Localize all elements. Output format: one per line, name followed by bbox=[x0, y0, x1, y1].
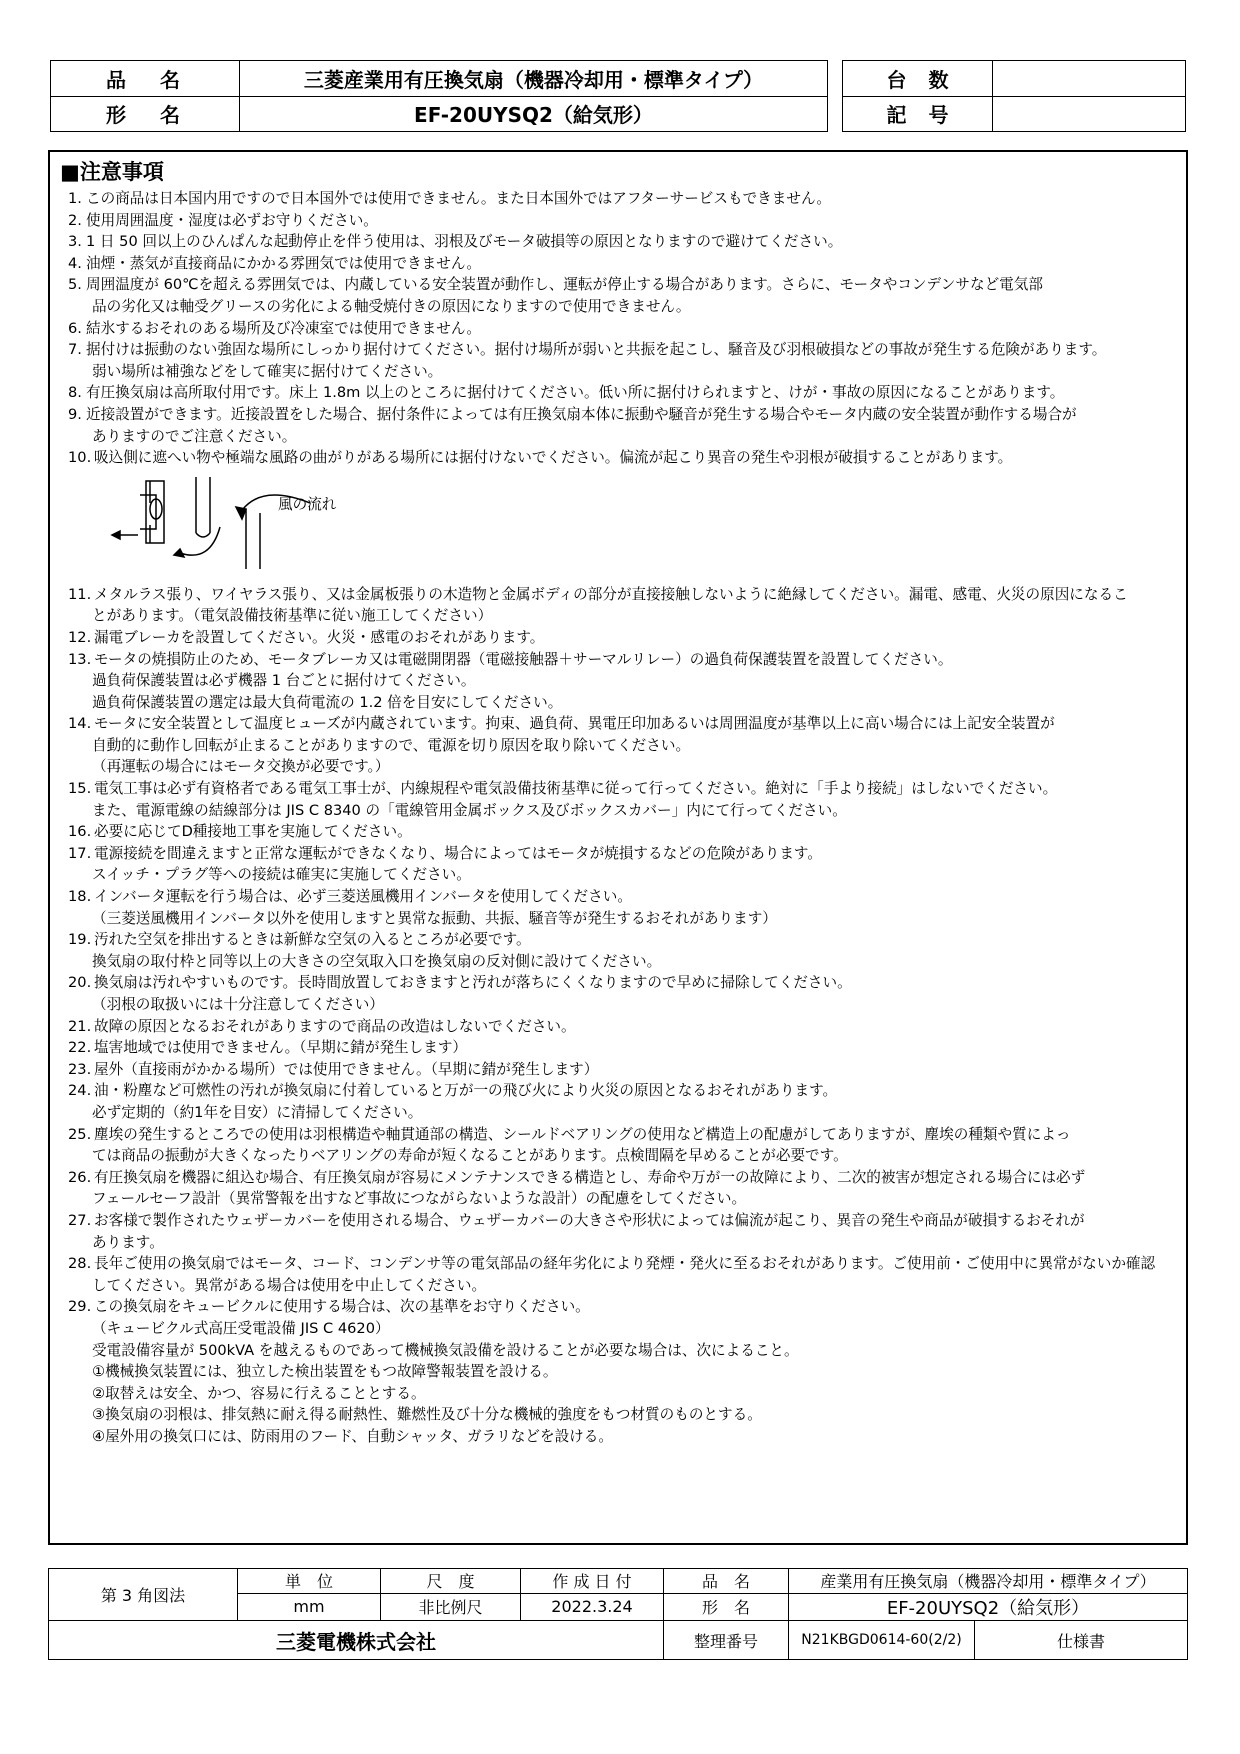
note-text: 漏電ブレーカを設置してください。火災・感電のおそれがあります。 bbox=[94, 628, 545, 646]
note-text: 必要に応じてD種接地工事を実施してください。 bbox=[94, 823, 412, 841]
note-item bbox=[68, 1016, 1176, 1038]
note-text: インバータ運転を行う場合は、必ず三菱送風機用インバータを使用してください。 bbox=[94, 888, 632, 906]
note-text: 長年ご使用の換気扇ではモータ、コード、コンデンサ等の電気部品の経年劣化により発煙・発火に至るおそれがあります。ご使用前・ご使用中に異常がないか確認 bbox=[94, 1255, 1156, 1273]
footer-model-value: EF-20UYSQ2（給気形） bbox=[789, 1593, 1188, 1621]
note-text: 結氷するおそれのある場所及び冷凍室では使用できません。 bbox=[86, 319, 481, 337]
note-number: 23. bbox=[68, 1060, 92, 1078]
note-item bbox=[68, 188, 1176, 210]
note-item-continued bbox=[68, 1102, 1176, 1124]
note-number: 20. bbox=[68, 974, 92, 992]
footer-product-value: 産業用有圧換気扇（機器冷却用・標準タイプ） bbox=[789, 1569, 1188, 1594]
note-text: （再運転の場合にはモータ交換が必要です。） bbox=[92, 758, 390, 776]
note-text: ①機械換気装置には、独立した検出装置をもつ故障警報装置を設ける。 bbox=[92, 1363, 558, 1381]
precautions-panel bbox=[48, 150, 1188, 1545]
note-text: （キュービクル式高圧受電設備 JIS C 4620） bbox=[92, 1319, 390, 1337]
quantity-value bbox=[993, 61, 1186, 97]
note-number: 10. bbox=[68, 449, 92, 467]
note-text: この換気扇をキュービクルに使用する場合は、次の基準をお守りください。 bbox=[94, 1298, 590, 1316]
note-item bbox=[68, 886, 1176, 908]
product-name-label: 品名 bbox=[51, 61, 240, 97]
note-number: 9. bbox=[68, 405, 82, 423]
note-text: モータに安全装置として温度ヒューズが内蔵されています。拘束、過負荷、異電圧印加あるいは周囲温度が基準以上に高い場合には上記安全装置が bbox=[94, 715, 1055, 733]
note-item bbox=[68, 929, 1176, 951]
note-item bbox=[68, 713, 1176, 735]
note-item-continued bbox=[68, 800, 1176, 822]
note-item bbox=[68, 404, 1176, 426]
note-item bbox=[68, 318, 1176, 340]
note-text: ④屋外用の換気口には、防雨用のフード、自動シャッタ、ガラリなどを設ける。 bbox=[92, 1427, 613, 1445]
note-number: 28. bbox=[68, 1255, 92, 1273]
note-text: 有圧換気扇を機器に組込む場合、有圧換気扇が容易にメンテナンスできる構造とし、寿命や万が一の故障により、二次的被害が想定される場合には必ず bbox=[94, 1168, 1086, 1186]
note-number: 5. bbox=[68, 276, 82, 294]
unit-label: 単 位 bbox=[238, 1569, 381, 1594]
note-text: メタルラス張り、ワイヤラス張り、又は金属板張りの木造物と金属ボディの部分が直接接触しないように絶縁してください。漏電、感電、火災の原因になるこ bbox=[94, 585, 1128, 603]
note-text: 受電設備容量が 500kVA を越えるものであって機械換気設備を設けることが必要な場合は、次によること。 bbox=[92, 1341, 799, 1359]
note-item bbox=[68, 778, 1176, 800]
note-number: 11. bbox=[68, 585, 92, 603]
note-number: 13. bbox=[68, 650, 92, 668]
note-number: 22. bbox=[68, 1039, 92, 1057]
note-item-continued bbox=[68, 994, 1176, 1016]
note-number: 17. bbox=[68, 844, 92, 862]
note-item bbox=[68, 1253, 1176, 1275]
airflow-label: 風の流れ bbox=[278, 495, 337, 513]
note-text: 周囲温度が 60℃を超える雰囲気では、内蔵している安全装置が動作し、運転が停止する場合があります。さらに、モータやコンデンサなど電気部 bbox=[86, 276, 1043, 294]
note-number: 25. bbox=[68, 1125, 92, 1143]
airflow-diagram-svg bbox=[110, 473, 350, 573]
symbol-label: 記号 bbox=[843, 96, 993, 132]
note-item bbox=[68, 1080, 1176, 1102]
note-text: 塵埃の発生するところでの使用は羽根構造や軸貫通部の構造、シールドベアリングの使用など構造上の配慮がしてありますが、塵埃の種類や質によっ bbox=[94, 1125, 1071, 1143]
note-item-continued bbox=[68, 951, 1176, 973]
note-item-continued bbox=[68, 1426, 1176, 1448]
note-number: 29. bbox=[68, 1298, 92, 1316]
note-number: 24. bbox=[68, 1082, 92, 1100]
note-item bbox=[68, 1124, 1176, 1146]
note-item-continued bbox=[68, 908, 1176, 930]
ref-number-label: 整理番号 bbox=[664, 1621, 789, 1660]
note-text: 1 日 50 回以上のひんぱんな起動停止を伴う使用は、羽根及びモータ破損等の原因となりますので避けてください。 bbox=[86, 233, 843, 251]
note-item bbox=[68, 1210, 1176, 1232]
note-item bbox=[68, 231, 1176, 253]
note-number: 7. bbox=[68, 341, 82, 359]
note-text: とがあります。（電気設備技術基準に従い施工してください） bbox=[92, 607, 493, 625]
note-item-continued bbox=[68, 605, 1176, 627]
note-text: 近接設置ができます。近接設置をした場合、据付条件によっては有圧換気扇本体に振動や騒音が発生する場合やモータ内蔵の安全装置が動作する場合が bbox=[86, 405, 1077, 423]
note-item-continued bbox=[68, 1318, 1176, 1340]
note-item-continued bbox=[68, 361, 1176, 383]
note-text: また、電源電線の結線部分は JIS C 8340 の「電線管用金属ボックス及びボックスカバー」内にて行ってください。 bbox=[92, 801, 847, 819]
note-text: 換気扇は汚れやすいものです。長時間放置しておきますと汚れが落ちにくくなりますので早めに掃除してください。 bbox=[94, 974, 852, 992]
quantity-label: 台数 bbox=[843, 61, 993, 97]
note-text: 自動的に動作し回転が止まることがありますので、電源を切り原因を取り除いてください。 bbox=[92, 736, 691, 754]
note-number: 6. bbox=[68, 319, 82, 337]
note-text: ②取替えは安全、かつ、容易に行えることとする。 bbox=[92, 1384, 426, 1402]
note-number: 1. bbox=[68, 190, 82, 207]
note-item-continued bbox=[68, 692, 1176, 714]
airflow-diagram bbox=[68, 469, 1176, 584]
product-name-value: 三菱産業用有圧換気扇（機器冷却用・標準タイプ） bbox=[240, 61, 828, 97]
note-item-continued bbox=[68, 426, 1176, 448]
footer-block bbox=[48, 1568, 1188, 1660]
note-number: 3. bbox=[68, 233, 82, 251]
note-item-continued bbox=[68, 296, 1176, 318]
company-name: 三菱電機株式会社 bbox=[49, 1621, 664, 1660]
unit-value: mm bbox=[238, 1593, 381, 1621]
note-text: お客様で製作されたウェザーカバーを使用される場合、ウェザーカバーの大きさや形状によっては偏流が起こり、異音の発生や商品が破損するおそれが bbox=[94, 1211, 1085, 1229]
note-item-continued bbox=[68, 1188, 1176, 1210]
note-number: 26. bbox=[68, 1168, 92, 1186]
note-item bbox=[68, 972, 1176, 994]
note-text: 油煙・蒸気が直接商品にかかる雰囲気では使用できません。 bbox=[86, 254, 481, 272]
note-text: 塩害地域では使用できません。（早期に錆が発生します） bbox=[94, 1039, 468, 1057]
note-number: 2. bbox=[68, 211, 82, 229]
note-item-continued bbox=[68, 1232, 1176, 1254]
note-number: 27. bbox=[68, 1211, 92, 1229]
note-number: 14. bbox=[68, 715, 92, 733]
note-item-continued bbox=[68, 1340, 1176, 1362]
note-text: 品の劣化又は軸受グリースの劣化による軸受焼付きの原因になりますので使用できません。 bbox=[92, 297, 691, 315]
precautions-title: ■注意事項 bbox=[60, 160, 164, 184]
note-text: ては商品の振動が大きくなったりベアリングの寿命が短くなることがあります。点検間隔を早めることが必要です。 bbox=[92, 1147, 848, 1165]
note-item bbox=[68, 821, 1176, 843]
note-text: ③換気扇の羽根は、排気熱に耐え得る耐熱性、難燃性及び十分な機械的強度をもつ材質のものとする。 bbox=[92, 1406, 762, 1424]
note-item bbox=[68, 627, 1176, 649]
note-text: 弱い場所は補強などをして確実に据付けてください。 bbox=[92, 362, 443, 380]
note-text: 電気工事は必ず有資格者である電気工事士が、内線規程や電気設備技術基準に従って行ってください。絶対に「手より接続」はしないでください。 bbox=[94, 780, 1058, 798]
note-text: 屋外（直接雨がかかる場所）では使用できません。（早期に錆が発生します） bbox=[94, 1060, 599, 1078]
note-item-continued bbox=[68, 1145, 1176, 1167]
scale-label: 尺 度 bbox=[381, 1569, 521, 1594]
model-value: EF-20UYSQ2（給気形） bbox=[240, 96, 828, 132]
note-text: モータの焼損防止のため、モータブレーカ又は電磁開閉器（電磁接触器＋サーマルリレー）の過負荷保護装置を設置してください。 bbox=[94, 650, 953, 668]
note-item bbox=[68, 1037, 1176, 1059]
note-text: 故障の原因となるおそれがありますので商品の改造はしないでください。 bbox=[94, 1017, 576, 1035]
note-number: 18. bbox=[68, 888, 92, 906]
note-text: フェールセーフ設計（異常警報を出すなど事故につながらないような設計）の配慮をしてください。 bbox=[92, 1190, 747, 1208]
note-item bbox=[68, 339, 1176, 361]
precautions-list bbox=[68, 188, 1176, 1447]
note-text: ありますのでご注意ください。 bbox=[92, 427, 297, 445]
note-text: 換気扇の取付枠と同等以上の大きさの空気取入口を換気扇の反対側に設けてください。 bbox=[92, 952, 662, 970]
note-number: 21. bbox=[68, 1017, 92, 1035]
note-item bbox=[68, 1059, 1176, 1081]
model-label-footer: 形 名 bbox=[664, 1593, 789, 1621]
note-item bbox=[68, 1167, 1176, 1189]
note-text: この商品は日本国内用ですので日本国外では使用できません。また日本国外ではアフターサービスもできません。 bbox=[86, 190, 832, 207]
note-text: 使用周囲温度・湿度は必ずお守りください。 bbox=[86, 211, 378, 229]
note-item-continued bbox=[68, 756, 1176, 778]
note-item-continued bbox=[68, 1404, 1176, 1426]
product-label: 品 名 bbox=[664, 1569, 789, 1594]
ref-number-value: N21KBGD0614-60(2/2) bbox=[789, 1621, 975, 1660]
note-text: （三菱送風機用インバータ以外を使用しますと異常な振動、共振、騒音等が発生するおそれがあります） bbox=[92, 909, 777, 927]
note-text: してください。異常がある場合は使用を中止してください。 bbox=[92, 1276, 487, 1294]
note-number: 16. bbox=[68, 823, 92, 841]
note-text: 必ず定期的（約1年を目安）に清掃してください。 bbox=[92, 1103, 423, 1121]
note-item-continued bbox=[68, 670, 1176, 692]
note-item-continued bbox=[68, 1275, 1176, 1297]
note-text: 過負荷保護装置の選定は最大負荷電流の 1.2 倍を目安にしてください。 bbox=[92, 693, 563, 711]
note-text: 吸込側に遮へい物や極端な風路の曲がりがある場所には据付けないでください。偏流が起こり異音の発生や羽根が破損することがあります。 bbox=[94, 449, 1013, 467]
date-label: 作 成 日 付 bbox=[521, 1569, 664, 1594]
note-text: 過負荷保護装置は必ず機器 1 台ごとに据付けてください。 bbox=[92, 672, 476, 690]
title-block bbox=[50, 60, 828, 132]
note-item-continued bbox=[68, 1361, 1176, 1383]
note-item bbox=[68, 210, 1176, 232]
note-text: 有圧換気扇は高所取付用です。床上 1.8m 以上のところに据付けてください。低い所に据付けられますと、けが・事故の原因になることがあります。 bbox=[86, 384, 1065, 402]
note-text: （羽根の取扱いには十分注意してください） bbox=[92, 996, 384, 1013]
note-item bbox=[68, 584, 1176, 606]
note-number: 15. bbox=[68, 780, 92, 798]
quantity-block bbox=[842, 60, 1186, 132]
note-text: 汚れた空気を排出するときは新鮮な空気の入るところが必要です。 bbox=[94, 931, 531, 949]
note-number: 19. bbox=[68, 931, 92, 949]
note-item bbox=[68, 382, 1176, 404]
note-text: 据付けは振動のない強固な場所にしっかり据付けてください。据付け場所が弱いと共振を起こし、騒音及び羽根破損などの事故が発生する危険があります。 bbox=[86, 341, 1107, 359]
note-item-continued bbox=[68, 864, 1176, 886]
note-text: スイッチ・プラグ等への接続は確実に実施してください。 bbox=[92, 866, 471, 884]
note-item bbox=[68, 253, 1176, 275]
note-item bbox=[68, 447, 1176, 469]
note-item bbox=[68, 649, 1176, 671]
note-item bbox=[68, 1296, 1176, 1318]
projection-method: 第 3 角図法 bbox=[49, 1569, 238, 1621]
document-type: 仕様書 bbox=[975, 1621, 1188, 1660]
note-number: 12. bbox=[68, 628, 92, 646]
scale-value: 非比例尺 bbox=[381, 1593, 521, 1621]
note-text: 油・粉塵など可燃性の汚れが換気扇に付着していると万が一の飛び火により火災の原因となるおそれがあります。 bbox=[94, 1082, 838, 1100]
note-item bbox=[68, 274, 1176, 296]
model-label: 形名 bbox=[51, 96, 240, 132]
date-value: 2022.3.24 bbox=[521, 1593, 664, 1621]
note-number: 8. bbox=[68, 384, 82, 402]
note-item-continued bbox=[68, 735, 1176, 757]
note-item-continued bbox=[68, 1383, 1176, 1405]
note-number: 4. bbox=[68, 254, 82, 272]
symbol-value bbox=[993, 96, 1186, 132]
note-text: あります。 bbox=[92, 1233, 164, 1251]
note-item bbox=[68, 843, 1176, 865]
note-text: 電源接続を間違えますと正常な運転ができなくなり、場合によってはモータが焼損するなどの危険があります。 bbox=[94, 844, 822, 862]
